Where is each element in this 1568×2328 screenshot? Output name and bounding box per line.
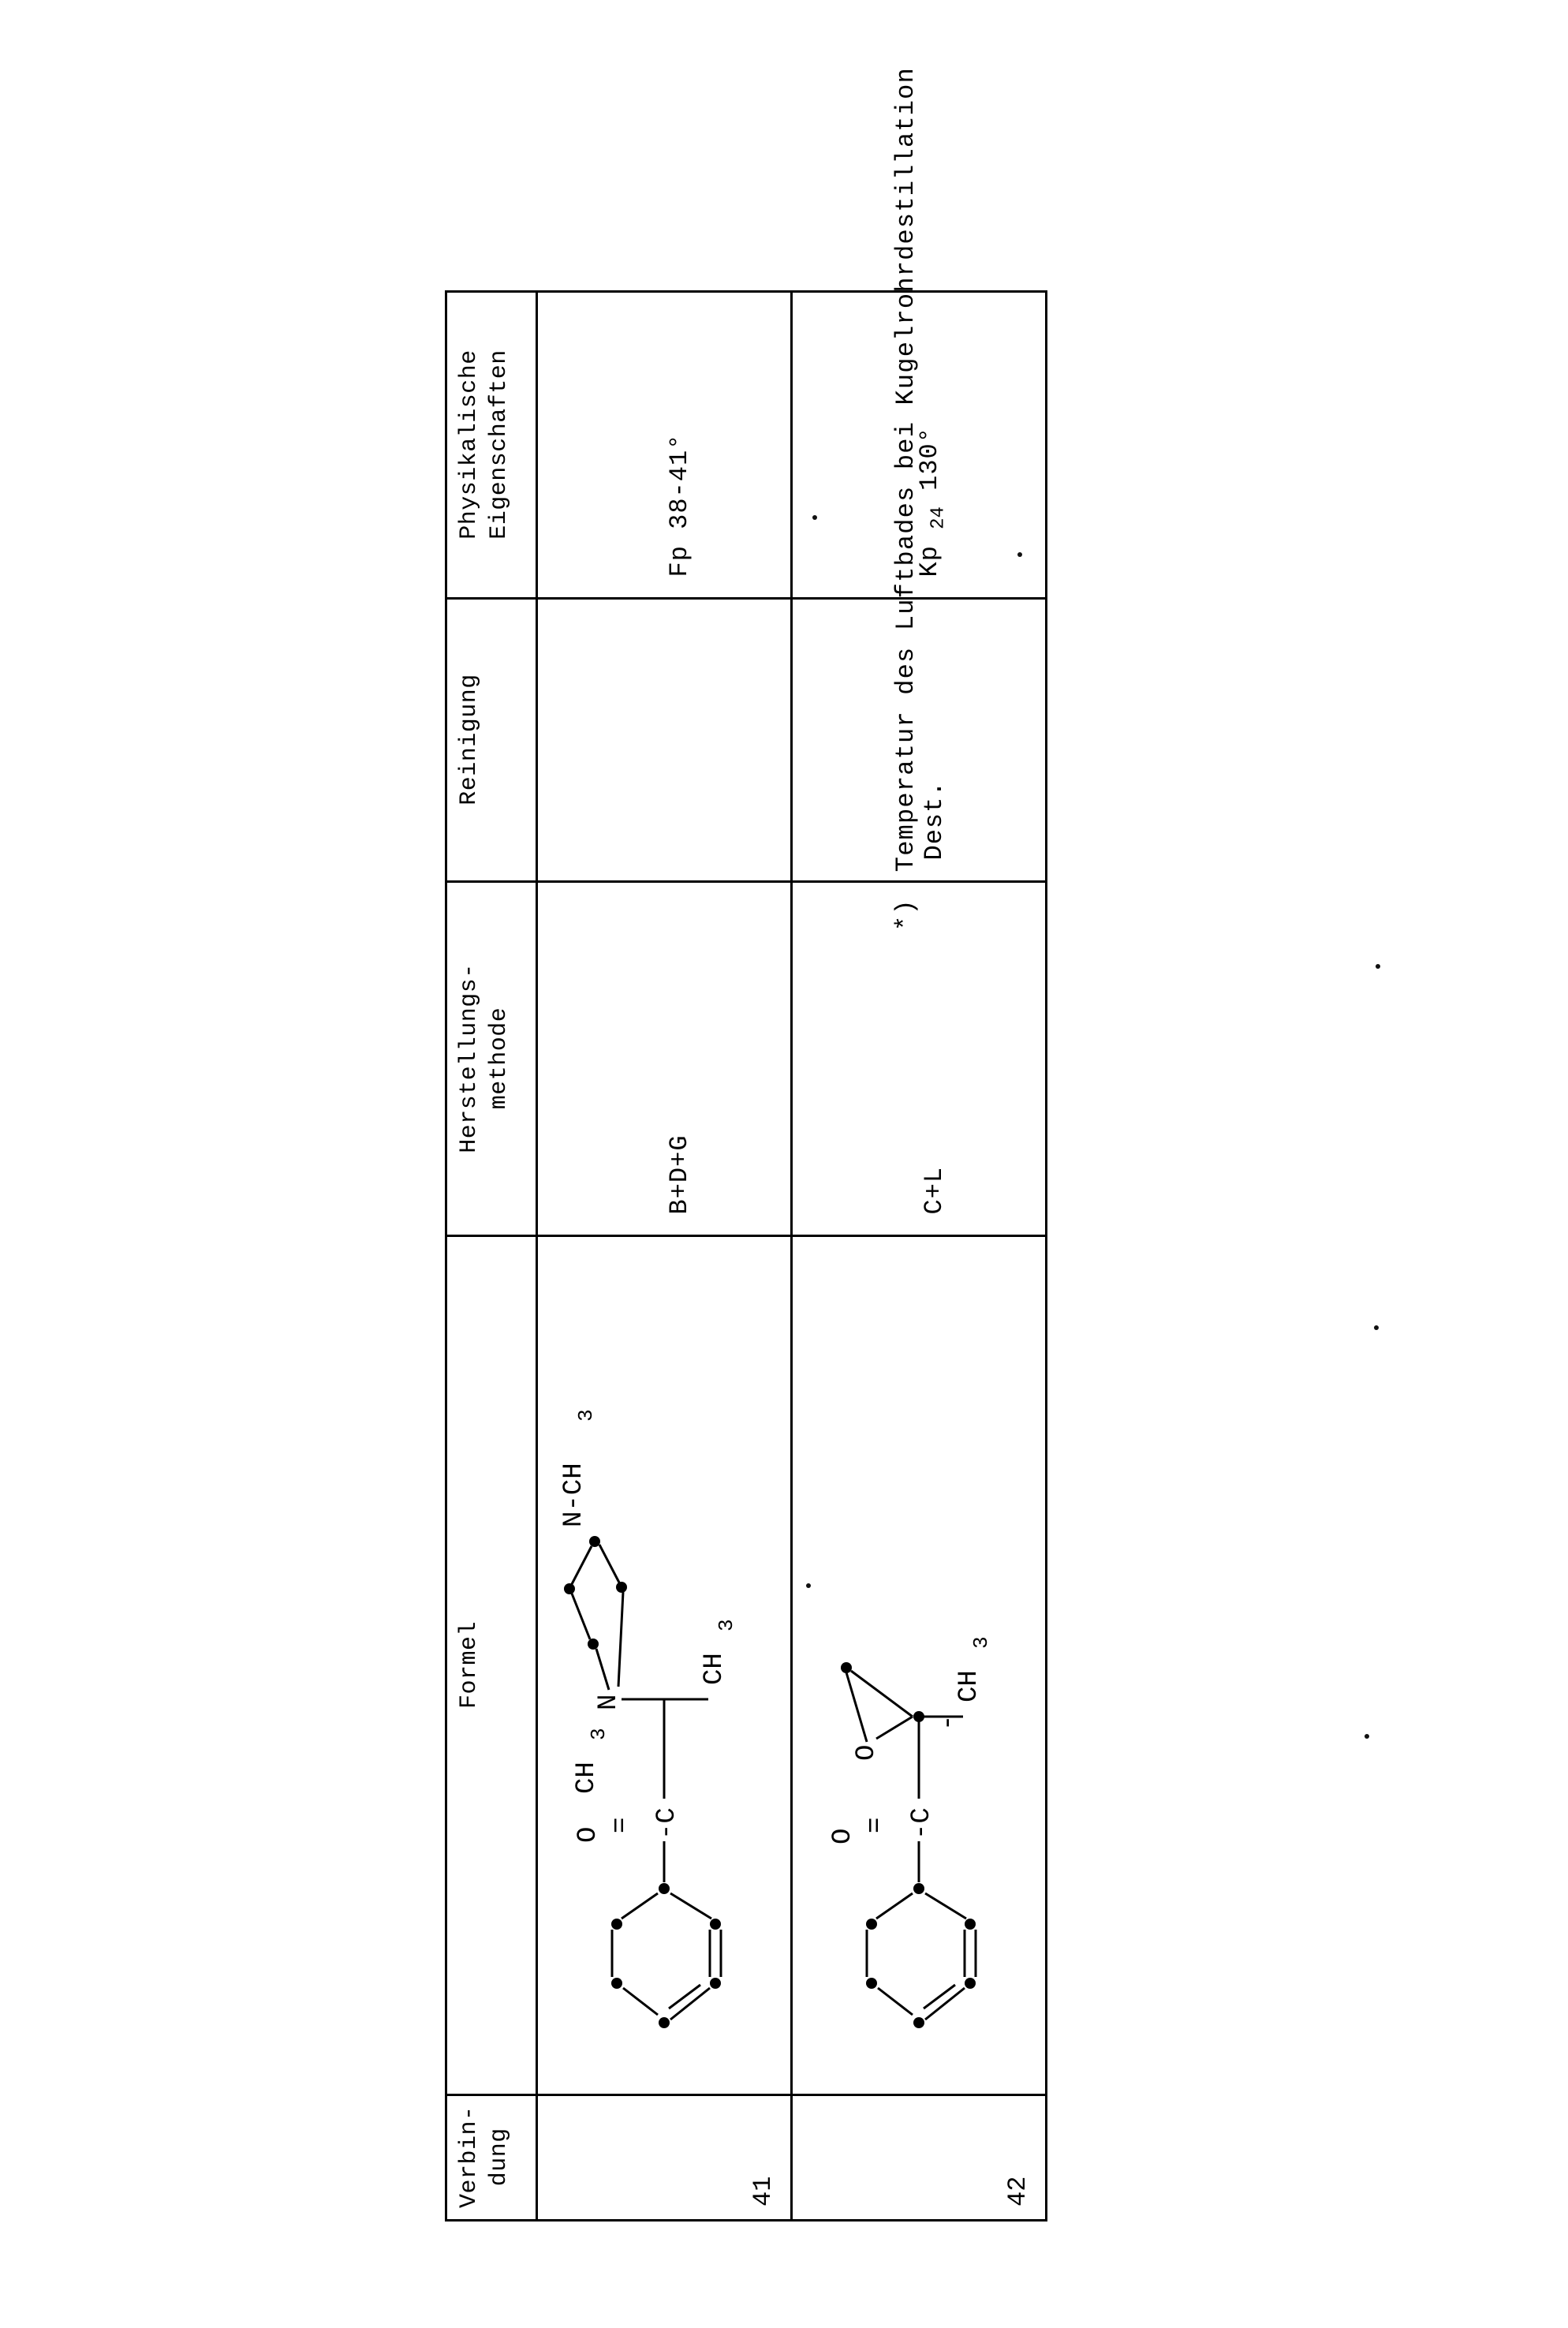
table-row bbox=[537, 291, 792, 2220]
structural-formula-42 bbox=[801, 1281, 1037, 2070]
kp-pressure: 24 bbox=[928, 506, 949, 529]
svg-text:CH: CH bbox=[572, 1762, 602, 1794]
cell-formula bbox=[537, 1235, 792, 2094]
method-value: C+L bbox=[920, 1166, 949, 1214]
svg-text:O: O bbox=[828, 1828, 858, 1844]
svg-text:O: O bbox=[573, 1826, 603, 1843]
table-body bbox=[537, 291, 1047, 2220]
footnote-marker: *) bbox=[891, 899, 920, 931]
print-speck bbox=[1017, 552, 1022, 557]
svg-text:-: - bbox=[934, 1714, 964, 1731]
column-header-physical-properties: Physikalische Eigenschaften bbox=[446, 291, 537, 598]
cell-compound-number bbox=[792, 2094, 1047, 2220]
column-header-purification: Reinigung bbox=[446, 598, 537, 881]
compound-number-value: 41 bbox=[749, 2176, 778, 2207]
kp-prefix: Kp bbox=[914, 544, 944, 577]
structural-formula-41 bbox=[546, 1281, 782, 2070]
compound-table bbox=[445, 290, 1047, 2222]
physical-properties-value: Fp 38-41° bbox=[665, 433, 694, 577]
svg-text:=: = bbox=[861, 1817, 891, 1833]
svg-text:-C: -C bbox=[652, 1807, 682, 1840]
svg-text:N-CH: N-CH bbox=[559, 1463, 589, 1527]
print-speck bbox=[806, 1583, 811, 1588]
cell-method bbox=[537, 881, 792, 1235]
svg-text:3: 3 bbox=[587, 1728, 610, 1740]
column-header-formula: Formel bbox=[446, 1235, 537, 2094]
svg-text:CH: CH bbox=[954, 1670, 984, 1702]
cell-compound-number bbox=[537, 2094, 792, 2220]
cell-formula bbox=[792, 1235, 1047, 2094]
method-value: B+D+G bbox=[665, 1134, 694, 1214]
svg-text:-C: -C bbox=[907, 1807, 937, 1840]
svg-text:3: 3 bbox=[969, 1636, 993, 1649]
svg-text:O: O bbox=[852, 1744, 882, 1761]
svg-text:CH: CH bbox=[700, 1653, 730, 1685]
cell-method bbox=[792, 881, 1047, 1235]
print-speck bbox=[1365, 1734, 1369, 1739]
table-header-row bbox=[446, 291, 537, 2220]
footnote-text: Temperatur des Luftbades bei Kugelrohrdestillation bbox=[891, 67, 920, 873]
svg-text:3: 3 bbox=[715, 1619, 738, 1631]
purification-value: Dest. bbox=[920, 779, 949, 860]
footnote bbox=[891, 67, 920, 931]
cell-purification bbox=[537, 598, 792, 881]
column-header-method: Herstellungs- methode bbox=[446, 881, 537, 1235]
svg-text:3: 3 bbox=[574, 1409, 598, 1422]
table-landscape-container bbox=[445, 60, 1123, 2269]
print-speck bbox=[812, 515, 817, 520]
kp-temperature: 130° bbox=[914, 426, 944, 491]
print-speck bbox=[1376, 964, 1380, 969]
cell-physical-properties bbox=[537, 291, 792, 598]
compound-number-value: 42 bbox=[1003, 2176, 1032, 2207]
svg-text:N: N bbox=[594, 1694, 624, 1710]
table-header bbox=[446, 291, 537, 2220]
svg-text:=: = bbox=[607, 1817, 637, 1833]
print-speck bbox=[1374, 1325, 1379, 1330]
column-header-compound: Verbin- dung bbox=[446, 2094, 537, 2220]
